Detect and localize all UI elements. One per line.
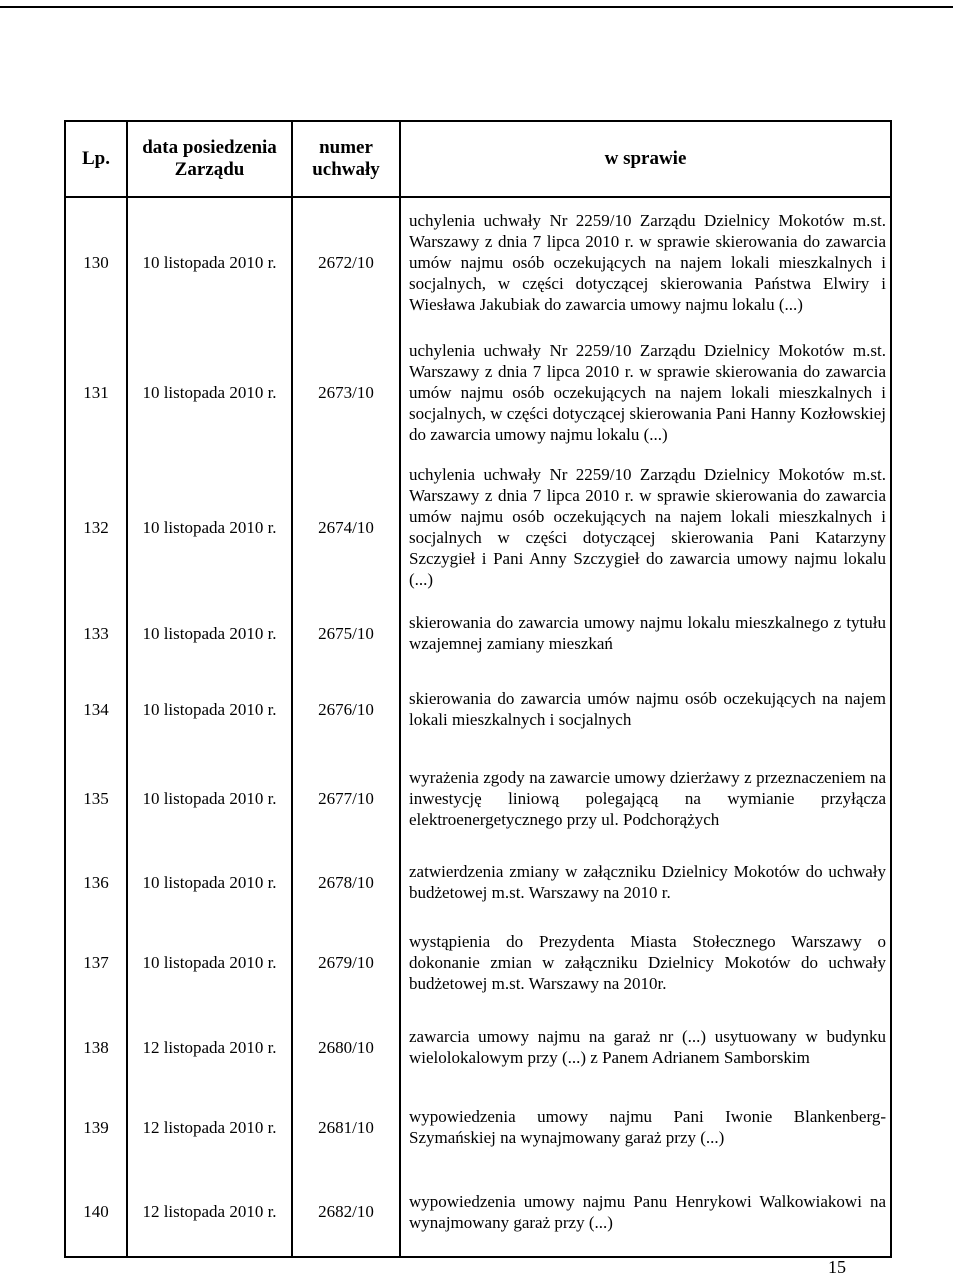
- cell-number: 2677/10: [292, 749, 400, 847]
- cell-number: 2674/10: [292, 457, 400, 597]
- cell-subject: uchylenia uchwały Nr 2259/10 Zarządu Dzielnicy Mokotów m.st. Warszawy z dnia 7 lipca 2010 r. w sprawie skierowania do zawarcia umów najmu osób oczekujących na najem lokali mieszkalnych i socjalnych, w części dotyczącej skierowania Państwa Elwiry i Wiesława Jakubiak do zawarcia umowy najmu lokalu (...): [400, 197, 891, 327]
- table-row: [65, 597, 891, 669]
- cell-date: 12 listopada 2010 r.: [127, 1087, 292, 1167]
- header-lp: Lp.: [65, 121, 127, 197]
- cell-date: 10 listopada 2010 r.: [127, 749, 292, 847]
- table-row: [65, 749, 891, 847]
- header-subject: w sprawie: [400, 121, 891, 197]
- cell-subject: skierowania do zawarcia umowy najmu lokalu mieszkalnego z tytułu wzajemnej zamiany mieszkań: [400, 597, 891, 669]
- cell-subject: wypowiedzenia umowy najmu Pani Iwonie Blankenberg-Szymańskiej na wynajmowany garaż przy (...): [400, 1087, 891, 1167]
- page-content: [64, 120, 890, 1258]
- cell-lp: 139: [65, 1087, 127, 1167]
- cell-subject: wyrażenia zgody na zawarcie umowy dzierżawy z przeznaczeniem na inwestycję liniową polegającą na wymianie przyłącza elektroenergetycznego przy ul. Podchorążych: [400, 749, 891, 847]
- cell-number: 2681/10: [292, 1087, 400, 1167]
- cell-lp: 134: [65, 669, 127, 749]
- header-date: data posiedzenia Zarządu: [127, 121, 292, 197]
- cell-lp: 130: [65, 197, 127, 327]
- cell-number: 2679/10: [292, 917, 400, 1007]
- cell-date: 10 listopada 2010 r.: [127, 597, 292, 669]
- cell-lp: 137: [65, 917, 127, 1007]
- cell-number: 2680/10: [292, 1007, 400, 1087]
- cell-number: 2672/10: [292, 197, 400, 327]
- cell-lp: 132: [65, 457, 127, 597]
- table-row: [65, 457, 891, 597]
- cell-number: 2673/10: [292, 327, 400, 457]
- cell-subject: wypowiedzenia umowy najmu Panu Henrykowi Walkowiakowi na wynajmowany garaż przy (...): [400, 1167, 891, 1257]
- table-row: [65, 1167, 891, 1257]
- cell-number: 2676/10: [292, 669, 400, 749]
- table-row: [65, 917, 891, 1007]
- table-row: [65, 197, 891, 327]
- resolutions-table: [64, 120, 892, 1258]
- table-header-row: [65, 121, 891, 197]
- cell-lp: 140: [65, 1167, 127, 1257]
- cell-subject: uchylenia uchwały Nr 2259/10 Zarządu Dzielnicy Mokotów m.st. Warszawy z dnia 7 lipca 2010 r. w sprawie skierowania do zawarcia umów najmu osób oczekujących na najem lokali mieszkalnych i socjalnych, w części dotyczącej skierowania Pani Hanny Kozłowskiej do zawarcia umowy najmu lokalu (...): [400, 327, 891, 457]
- cell-subject: zatwierdzenia zmiany w załączniku Dzielnicy Mokotów do uchwały budżetowej m.st. Warszawy na 2010 r.: [400, 847, 891, 917]
- cell-lp: 135: [65, 749, 127, 847]
- cell-number: 2678/10: [292, 847, 400, 917]
- cell-lp: 136: [65, 847, 127, 917]
- cell-date: 10 listopada 2010 r.: [127, 327, 292, 457]
- cell-date: 12 listopada 2010 r.: [127, 1167, 292, 1257]
- page-number: 15: [828, 1257, 846, 1277]
- cell-date: 10 listopada 2010 r.: [127, 457, 292, 597]
- cell-date: 10 listopada 2010 r.: [127, 669, 292, 749]
- cell-subject: wystąpienia do Prezydenta Miasta Stołecznego Warszawy o dokonanie zmian w załączniku Dzielnicy Mokotów do uchwały budżetowej m.st. Warszawy na 2010r.: [400, 917, 891, 1007]
- table-row: [65, 669, 891, 749]
- table-row: [65, 1087, 891, 1167]
- cell-date: 10 listopada 2010 r.: [127, 197, 292, 327]
- cell-subject: uchylenia uchwały Nr 2259/10 Zarządu Dzielnicy Mokotów m.st. Warszawy z dnia 7 lipca 2010 r. w sprawie skierowania do zawarcia umów najmu osób oczekujących na najem lokali mieszkalnych i socjalnych w części dotyczącej skierowania Pani Katarzyny Szczygieł i Pani Anny Szczygieł do zawarcia umowy najmu lokalu (...): [400, 457, 891, 597]
- table-row: [65, 1007, 891, 1087]
- cell-date: 12 listopada 2010 r.: [127, 1007, 292, 1087]
- table-row: [65, 847, 891, 917]
- cell-date: 10 listopada 2010 r.: [127, 917, 292, 1007]
- cell-number: 2675/10: [292, 597, 400, 669]
- cell-lp: 131: [65, 327, 127, 457]
- cell-date: 10 listopada 2010 r.: [127, 847, 292, 917]
- cell-number: 2682/10: [292, 1167, 400, 1257]
- header-number: numer uchwały: [292, 121, 400, 197]
- cell-lp: 133: [65, 597, 127, 669]
- cell-lp: 138: [65, 1007, 127, 1087]
- table-row: [65, 327, 891, 457]
- top-rule: [0, 6, 953, 8]
- cell-subject: skierowania do zawarcia umów najmu osób oczekujących na najem lokali mieszkalnych i socjalnych: [400, 669, 891, 749]
- cell-subject: zawarcia umowy najmu na garaż nr (...) usytuowany w budynku wielolokalowym przy (...) z Panem Adrianem Samborskim: [400, 1007, 891, 1087]
